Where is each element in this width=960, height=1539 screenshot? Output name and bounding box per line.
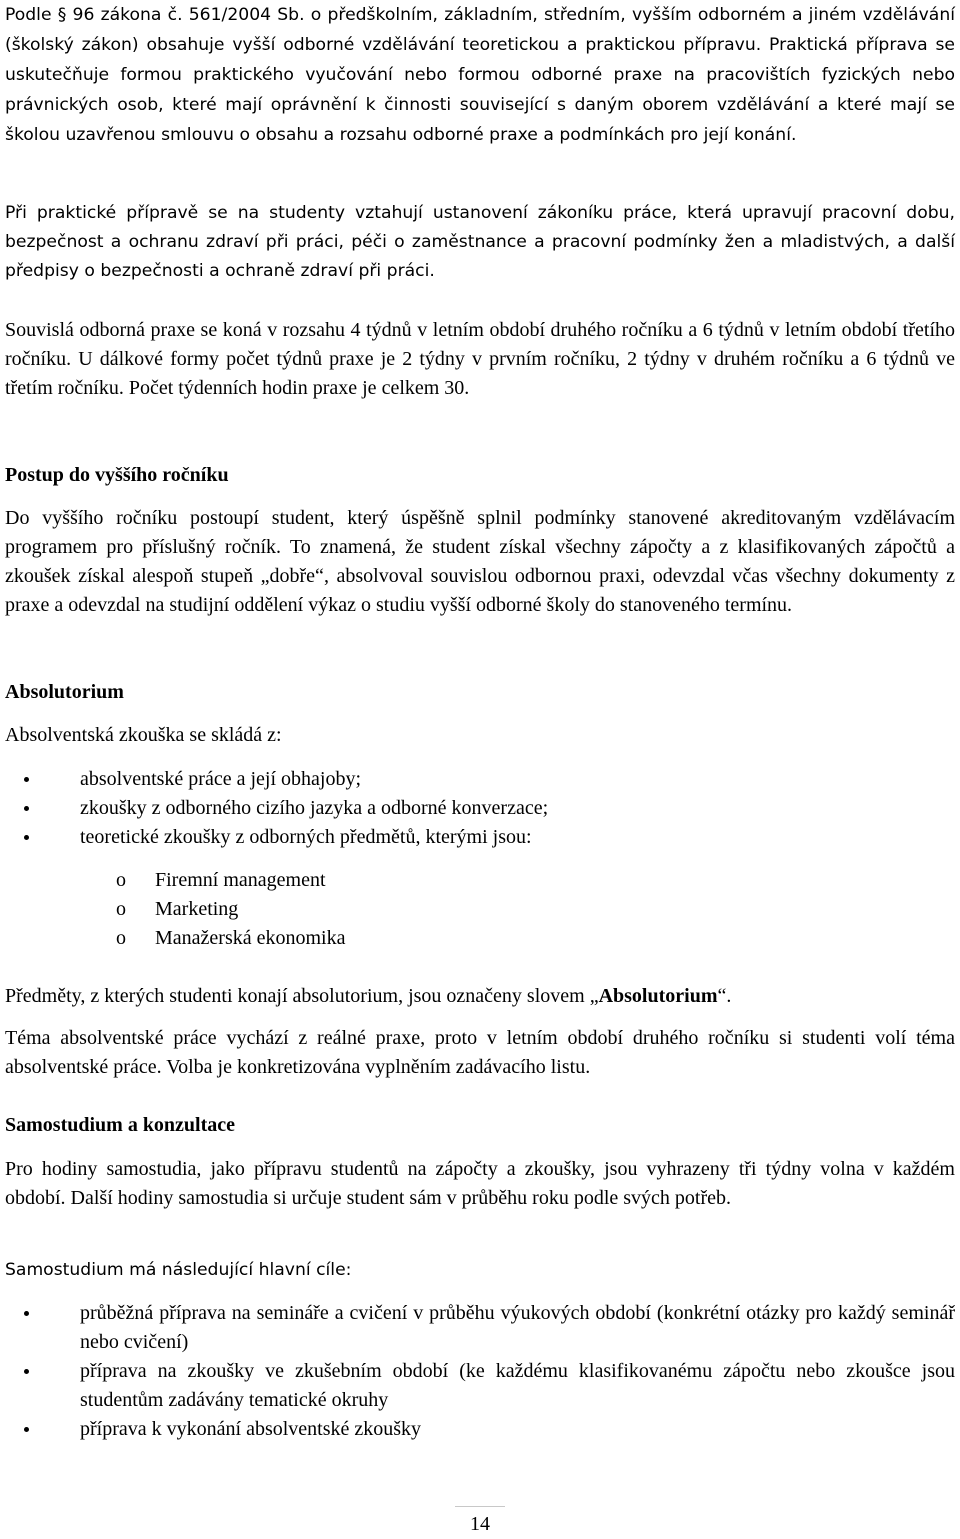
circle-bullet-icon: o (116, 898, 126, 920)
list-item: o Marketing (5, 895, 955, 924)
absolutorium-keyword: Absolutorium (598, 985, 718, 1007)
bullet-icon (24, 1369, 29, 1374)
circle-bullet-icon: o (116, 927, 126, 949)
self-study-goals-list (5, 1299, 955, 1444)
bullet-icon (24, 835, 29, 840)
exam-components-list (5, 765, 955, 852)
paragraph-goals-intro: Samostudium má následující hlavní cíle: (5, 1260, 352, 1280)
bullet-icon (24, 777, 29, 782)
bullet-icon (24, 1311, 29, 1316)
paragraph-exam-intro: Absolventská zkouška se skládá z: (5, 724, 282, 746)
bullet-icon (24, 1427, 29, 1432)
subjects-sublist (5, 866, 955, 953)
page-number: 14 (470, 1513, 490, 1535)
heading-postup: Postup do vyššího ročníku (5, 464, 229, 486)
list-item: příprava k vykonání absolventské zkoušky (5, 1415, 955, 1444)
paragraph-intro (5, 0, 955, 150)
list-item: absolventské práce a její obhajoby; (5, 765, 955, 794)
list-item: o Firemní management (5, 866, 955, 895)
paragraph-labor-code: Při praktické přípravě se na studenty vztahují ustanovení zákoníku práce, která upravují pracovní dobu, bezpečnost a ochranu zdraví při práci, péči o zaměstnance a pracovní podmínky žen a mladistvých, a další předpisy o bezpečnosti a ochraně zdraví při práci. (5, 203, 955, 281)
bullet-icon (24, 806, 29, 811)
circle-bullet-icon: o (116, 869, 126, 891)
list-item: zkoušky z odborného cizího jazyka a odborné konverzace; (5, 794, 955, 823)
list-item: příprava na zkoušky ve zkušebním období (ke každému klasifikovanému zápočtu nebo zkoušce jsou studentům zadávány tematické okruhy (5, 1357, 955, 1415)
paragraph-internship: Souvislá odborná praxe se koná v rozsahu 4 týdnů v letním období druhého ročníku a 6 týdnů v letním období třetího ročníku. U dálkové formy počet týdnů praxe je 2 týdny v prvním ročníku, 2 týdny v druhém ročníku a 6 týdnů ve třetím ročníku. Počet týdenních hodin praxe je celkem 30. (5, 319, 955, 399)
list-item: teoretické zkoušky z odborných předmětů, kterými jsou: (5, 823, 955, 852)
intro-sentence: Podle § 96 zákona č. 561/2004 Sb. o předškolním, základním, středním, vyšším odborném a jiném vzdělávání (školský zákon) obsahuje vyšší odborné vzdělávání teoretickou a praktickou přípravu. (5, 5, 955, 55)
paragraph-progression: Do vyššího ročníku postoupí student, který úspěšně splnil podmínky stanovené akreditovaným vzdělávacím programem pro příslušný ročník. To znamená, že student získal všechny zápočty a z klasifikovaných zápočtů a zkoušek získal alespoň stupeň „dobře“, absolvoval souvislou odbornou praxi, odevzdal včas všechny dokumenty z praxe a odevzdal na studijní oddělení výkaz o studiu vyšší odborné školy do stanoveného termínu. (5, 507, 955, 616)
paragraph-self-study: Pro hodiny samostudia, jako přípravu studentů na zápočty a zkoušky, jsou vyhrazeny tři týdny volna v každém období. Další hodiny samostudia si určuje student sám v průběhu roku podle svých potřeb. (5, 1158, 955, 1209)
practical-training-text: Praktická příprava se uskutečňuje formou praktického vyučování nebo formou odborné praxe na pracovištích fyzických nebo právnických osob, které mají oprávnění k činnosti související s daným oborem vzdělávání a které mají se školou uzavřenou smlouvu o obsahu a rozsahu odborné praxe a podmínkách pro její konání. (5, 35, 955, 145)
heading-samostudium: Samostudium a konzultace (5, 1114, 236, 1136)
list-item: o Manažerská ekonomika (5, 924, 955, 953)
heading-absolutorium: Absolutorium (5, 681, 124, 703)
paragraph-thesis-topic: Téma absolventské práce vychází z reálné praxe, proto v letním období druhého ročníku si studenti volí téma absolventské práce. Volba je konkretizována vyplněním zadávacího listu. (5, 1027, 955, 1078)
list-item: průběžná příprava na semináře a cvičení v průběhu výukových období (konkrétní otázky pro každý seminář nebo cvičení) (5, 1299, 955, 1357)
footer-divider (455, 1506, 505, 1507)
paragraph-subjects-note: Předměty, z kterých studenti konají absolutorium, jsou označeny slovem „Absolutorium“. (5, 985, 732, 1007)
